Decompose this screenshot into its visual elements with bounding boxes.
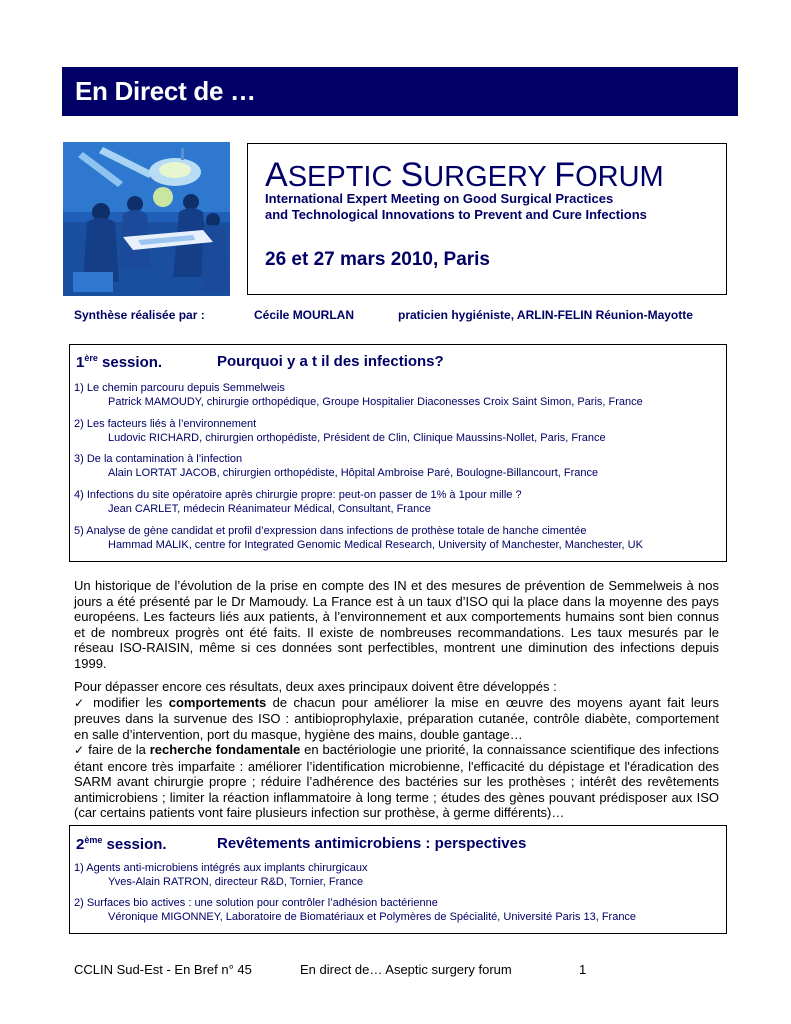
- talk-title: 2) Les facteurs liés à l’environnement: [74, 418, 257, 430]
- session-1-title: Pourquoi y a t il des infections?: [217, 353, 444, 370]
- talk-title: 3) De la contamination à l’infection: [74, 453, 243, 465]
- event-date: 26 et 27 mars 2010, Paris: [265, 249, 491, 270]
- footer-left: CCLIN Sud-Est - En Bref n° 45: [74, 962, 252, 977]
- header-banner: [62, 67, 738, 116]
- checkmark-icon: ✓: [74, 695, 87, 710]
- talk-item: [74, 896, 636, 924]
- talk-speaker: Jean CARLET, médecin Réanimateur Médical, Consultant, France: [108, 503, 431, 515]
- talk-speaker: Véronique MIGONNEY, Laboratoire de Biomatériaux et Polymères de Spécialité, Université Paris 13, France: [108, 911, 637, 923]
- axes-intro: Pour dépasser encore ces résultats, deux axes principaux doivent être développés :: [74, 679, 557, 694]
- event-title: ASEPTIC SURGERY FORUM: [265, 156, 664, 194]
- axis-item-research: ✓ faire de la recherche fondamentale en bactériologie une priorité, la connaissance scientifique des infections étant encore très imparfaite : améliorer l’identification microbienne, l'efficacité du dépistage et l'éradication des SARM avant chirurgie propre ; réduire l’adhérence des bactéries sur les prothèses ; intérêt des revêtements antimicrobiens ; limiter la réaction inflammatoire à long terme ; études des gènes pouvant prédisposer aux ISO (car certains patients vont faire plusieurs infection sur prothèse, à germe différents)…: [74, 742, 719, 820]
- talk-speaker: Hammad MALIK, centre for Integrated Genomic Medical Research, University of Manchester, Manchester, UK: [108, 539, 643, 551]
- talk-title: 1) Agents anti-microbiens intégrés aux implants chirurgicaux: [74, 862, 368, 874]
- session-1-box: [69, 344, 727, 562]
- page-number: 1: [579, 962, 587, 977]
- talk-title: 4) Infections du site opératoire après chirurgie propre: peut-on passer de 1% à 1pour mille ?: [74, 489, 522, 501]
- talk-item: [74, 861, 367, 889]
- event-title-box: [247, 143, 727, 295]
- surgery-illustration: [63, 142, 230, 296]
- synthesis-label: Synthèse réalisée par :: [74, 308, 205, 322]
- talk-item: [74, 381, 643, 409]
- session-1-heading: 1ère session. Pourquoi y a t il des infections?: [76, 353, 444, 371]
- footer-center: En direct de… Aseptic surgery forum: [300, 962, 512, 977]
- talk-item: [74, 417, 606, 445]
- talk-item: [74, 488, 522, 516]
- synthesis-role: praticien hygiéniste, ARLIN-FELIN Réunion-Mayotte: [398, 308, 693, 322]
- checkmark-icon: ✓: [74, 743, 85, 757]
- banner-title: En Direct de …: [75, 76, 256, 106]
- summary-paragraph: Un historique de l’évolution de la prise en compte des IN et des mesures de prévention de Semmelweis à nos jours a été présenté par le Dr Mamoudy. La France est à un taux d’ISO qui la place dans la moyenne des pays européens. Les facteurs liés aux patients, à l’environnement et aux comportements humains sont bien connus et de nombreux progrès ont été faits. Il existe de nombreuses recommandations. Les taux mesurés par le réseau ISO-RAISIN, même si ces données sont perfectibles, montrent une diminution des infections depuis 1999.: [74, 578, 719, 671]
- talk-speaker: Alain LORTAT JACOB, chirurgien orthopédiste, Hôpital Ambroise Paré, Boulogne-Billancourt, France: [108, 467, 599, 479]
- talk-item: [74, 452, 598, 480]
- talk-speaker: Ludovic RICHARD, chirurgien orthopédiste, Président de Clin, Clinique Maussins-Nollet, Paris, France: [108, 432, 606, 444]
- talk-title: 5) Analyse de gène candidat et profil d’expression dans infections de prothèse totale de hanche cimentée: [74, 525, 587, 537]
- talk-item: [74, 524, 643, 552]
- axis-item-behaviours: ✓ modifier les comportements de chacun pour améliorer la mise en œuvre des moyens ayant fait leurs preuves dans la survenue des ISO : antibioprophylaxie, préparation cutanée, contrôle diabète, comportement en salle d’intervention, port du masque, hygiène des mains, double gantage…: [74, 694, 719, 742]
- talk-title: 1) Le chemin parcouru depuis Semmelweis: [74, 382, 285, 394]
- summary-text: [74, 578, 719, 821]
- talk-speaker: Patrick MAMOUDY, chirurgie orthopédique, Groupe Hospitalier Diaconesses Croix Saint Simon, Paris, France: [108, 396, 643, 408]
- synthesis-author: Cécile MOURLAN: [254, 308, 355, 322]
- talk-title: 2) Surfaces bio actives : une solution pour contrôler l’adhésion bactérienne: [74, 897, 438, 909]
- session-2-title: Revêtements antimicrobiens : perspectives: [217, 835, 527, 852]
- talk-speaker: Yves-Alain RATRON, directeur R&D, Tornier, France: [108, 876, 364, 888]
- session-2-box: [69, 825, 727, 934]
- event-subtitle: International Expert Meeting on Good Surgical Practices and Technological Innovations to Prevent and Cure Infections: [265, 191, 647, 222]
- session-2-heading: 2ème session. Revêtements antimicrobiens : perspectives: [76, 835, 527, 853]
